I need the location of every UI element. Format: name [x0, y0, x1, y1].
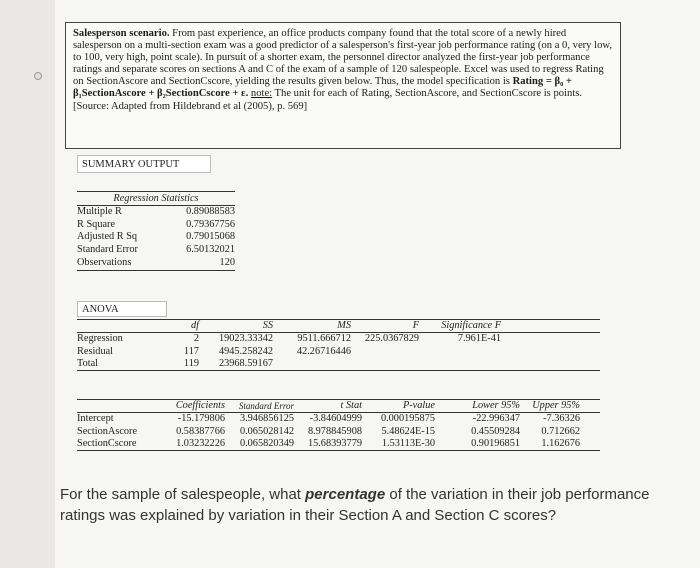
- stat-value: 120: [219, 256, 235, 268]
- table-cell: 117: [183, 345, 199, 357]
- table-cell: 1.03232226: [176, 437, 225, 449]
- table-cell: 0.90196851: [471, 437, 520, 449]
- table-cell: Standard Error: [238, 401, 294, 411]
- table-cell: 8.978845908: [307, 425, 362, 437]
- table-cell: 1.162676: [541, 437, 580, 449]
- table-cell: P-value: [402, 400, 435, 411]
- regression-statistics-header: Regression Statistics: [77, 191, 235, 206]
- table-row: [77, 346, 600, 358]
- coefficients-header-row: [77, 400, 600, 413]
- table-cell: 119: [183, 357, 199, 369]
- table-cell: -3.84604999: [309, 413, 362, 425]
- table-cell: SectionAscore: [77, 425, 138, 437]
- table-cell: [77, 320, 175, 332]
- table-cell: 23968.59167: [218, 357, 273, 369]
- table-cell: 42.26716446: [296, 345, 351, 357]
- table-cell: [351, 346, 419, 358]
- table-cell: F: [412, 320, 419, 331]
- table-cell: [419, 346, 501, 358]
- table-cell: 9511.666712: [297, 333, 351, 345]
- stat-row: [77, 206, 235, 219]
- anova-table: [77, 319, 600, 371]
- stat-label: Standard Error: [77, 244, 138, 256]
- table-cell: Regression: [77, 333, 123, 345]
- table-cell: 2: [193, 333, 199, 345]
- stat-value: 6.50132021: [186, 244, 235, 256]
- stat-label: Multiple R: [77, 206, 122, 217]
- table-cell: Lower 95%: [472, 400, 520, 411]
- table-cell: Intercept: [77, 413, 114, 425]
- table-cell: -22.996347: [472, 413, 520, 425]
- table-cell: SectionCscore: [77, 437, 137, 449]
- scenario-title: Salesperson scenario.: [73, 28, 170, 39]
- table-cell: Coefficients: [175, 400, 225, 411]
- table-cell: [419, 358, 501, 370]
- table-cell: 0.065820349: [239, 437, 294, 449]
- stat-row: [77, 219, 235, 232]
- table-cell: t Stat: [340, 400, 362, 411]
- table-row: [77, 333, 600, 345]
- summary-output-title: SUMMARY OUTPUT: [77, 155, 211, 173]
- stat-row: [77, 244, 235, 257]
- stat-label: Adjusted R Sq: [77, 231, 138, 243]
- table-cell: Residual: [77, 345, 114, 357]
- anova-header-row: [77, 320, 600, 333]
- table-cell: [351, 358, 419, 370]
- table-cell: 5.48624E-15: [381, 425, 435, 437]
- scenario-box: [65, 22, 621, 149]
- stat-value: 0.89088583: [186, 206, 235, 217]
- table-cell: Significance F: [441, 320, 501, 331]
- table-row: [77, 438, 600, 450]
- table-cell: MS: [337, 320, 351, 331]
- table-cell: [273, 358, 351, 370]
- table-cell: 1.53113E-30: [381, 437, 435, 449]
- table-cell: 0.712662: [541, 425, 580, 437]
- question-after: of the variation in their job performance ratings was explained by variation in their Section A and Section C scores?: [60, 486, 650, 524]
- regression-statistics-table: [77, 191, 235, 271]
- question-emphasis: percentage: [305, 486, 386, 503]
- table-row: [77, 426, 600, 438]
- scenario-text-2: The unit for each of Rating, SectionAscore, and SectionCscore is points. [Source: Adapted from Hildebrand et al (2005), p. 569]: [73, 88, 582, 112]
- stat-value: 0.79367756: [186, 218, 235, 230]
- table-cell: Total: [77, 357, 99, 369]
- table-cell: 0.45509284: [471, 425, 520, 437]
- stat-row: [77, 257, 235, 271]
- table-cell: 3.946856125: [239, 413, 294, 425]
- table-row: [77, 358, 600, 370]
- stat-value: 0.79015068: [186, 231, 235, 243]
- stat-label: R Square: [77, 218, 116, 230]
- scenario-note-label: note:: [250, 88, 273, 100]
- table-cell: SS: [262, 320, 273, 331]
- stat-label: Observations: [77, 256, 132, 268]
- table-row: [77, 413, 600, 425]
- table-cell: 15.68393779: [307, 437, 362, 449]
- table-cell: 0.58387766: [176, 425, 225, 437]
- table-cell: 7.961E-41: [457, 333, 501, 345]
- anova-title: ANOVA: [77, 301, 167, 317]
- table-cell: -15.179806: [177, 413, 225, 425]
- table-cell: [77, 400, 157, 412]
- table-cell: -7.36326: [543, 413, 580, 425]
- scenario-text-1: From past experience, an office products company found that the total score of a newly hired salesperson on a multi-section exam was a good predictor of a salesperson's first-year job performance rating (on a 0, very low, to 100, very high, point scale). In pursuit of a shorter exam, the personnel director analyzed the first-year job performance ratings and separate scores on sections A and C of the exam of a sample of 120 salespeople. Excel was used to regress Rating on SectionAscore and SectionCscore, yielding the results given below. Thus, the model specification is: [73, 28, 612, 88]
- scenario-model: Rating = β₀ + β₁SectionAscore + β₂SectionCscore + ε.: [73, 76, 572, 100]
- table-cell: 0.065028142: [239, 425, 294, 437]
- coefficients-table: [77, 399, 600, 451]
- question-before: For the sample of salespeople, what: [60, 486, 306, 503]
- table-cell: 225.0367829: [364, 333, 419, 345]
- table-cell: 19023.33342: [218, 333, 273, 345]
- stat-row: [77, 231, 235, 244]
- question-text: [60, 484, 660, 526]
- table-cell: Upper 95%: [532, 400, 580, 411]
- table-cell: df: [190, 320, 199, 331]
- radio-button[interactable]: [34, 72, 42, 80]
- table-cell: 0.000195875: [380, 413, 435, 425]
- table-cell: 4945.258242: [218, 345, 273, 357]
